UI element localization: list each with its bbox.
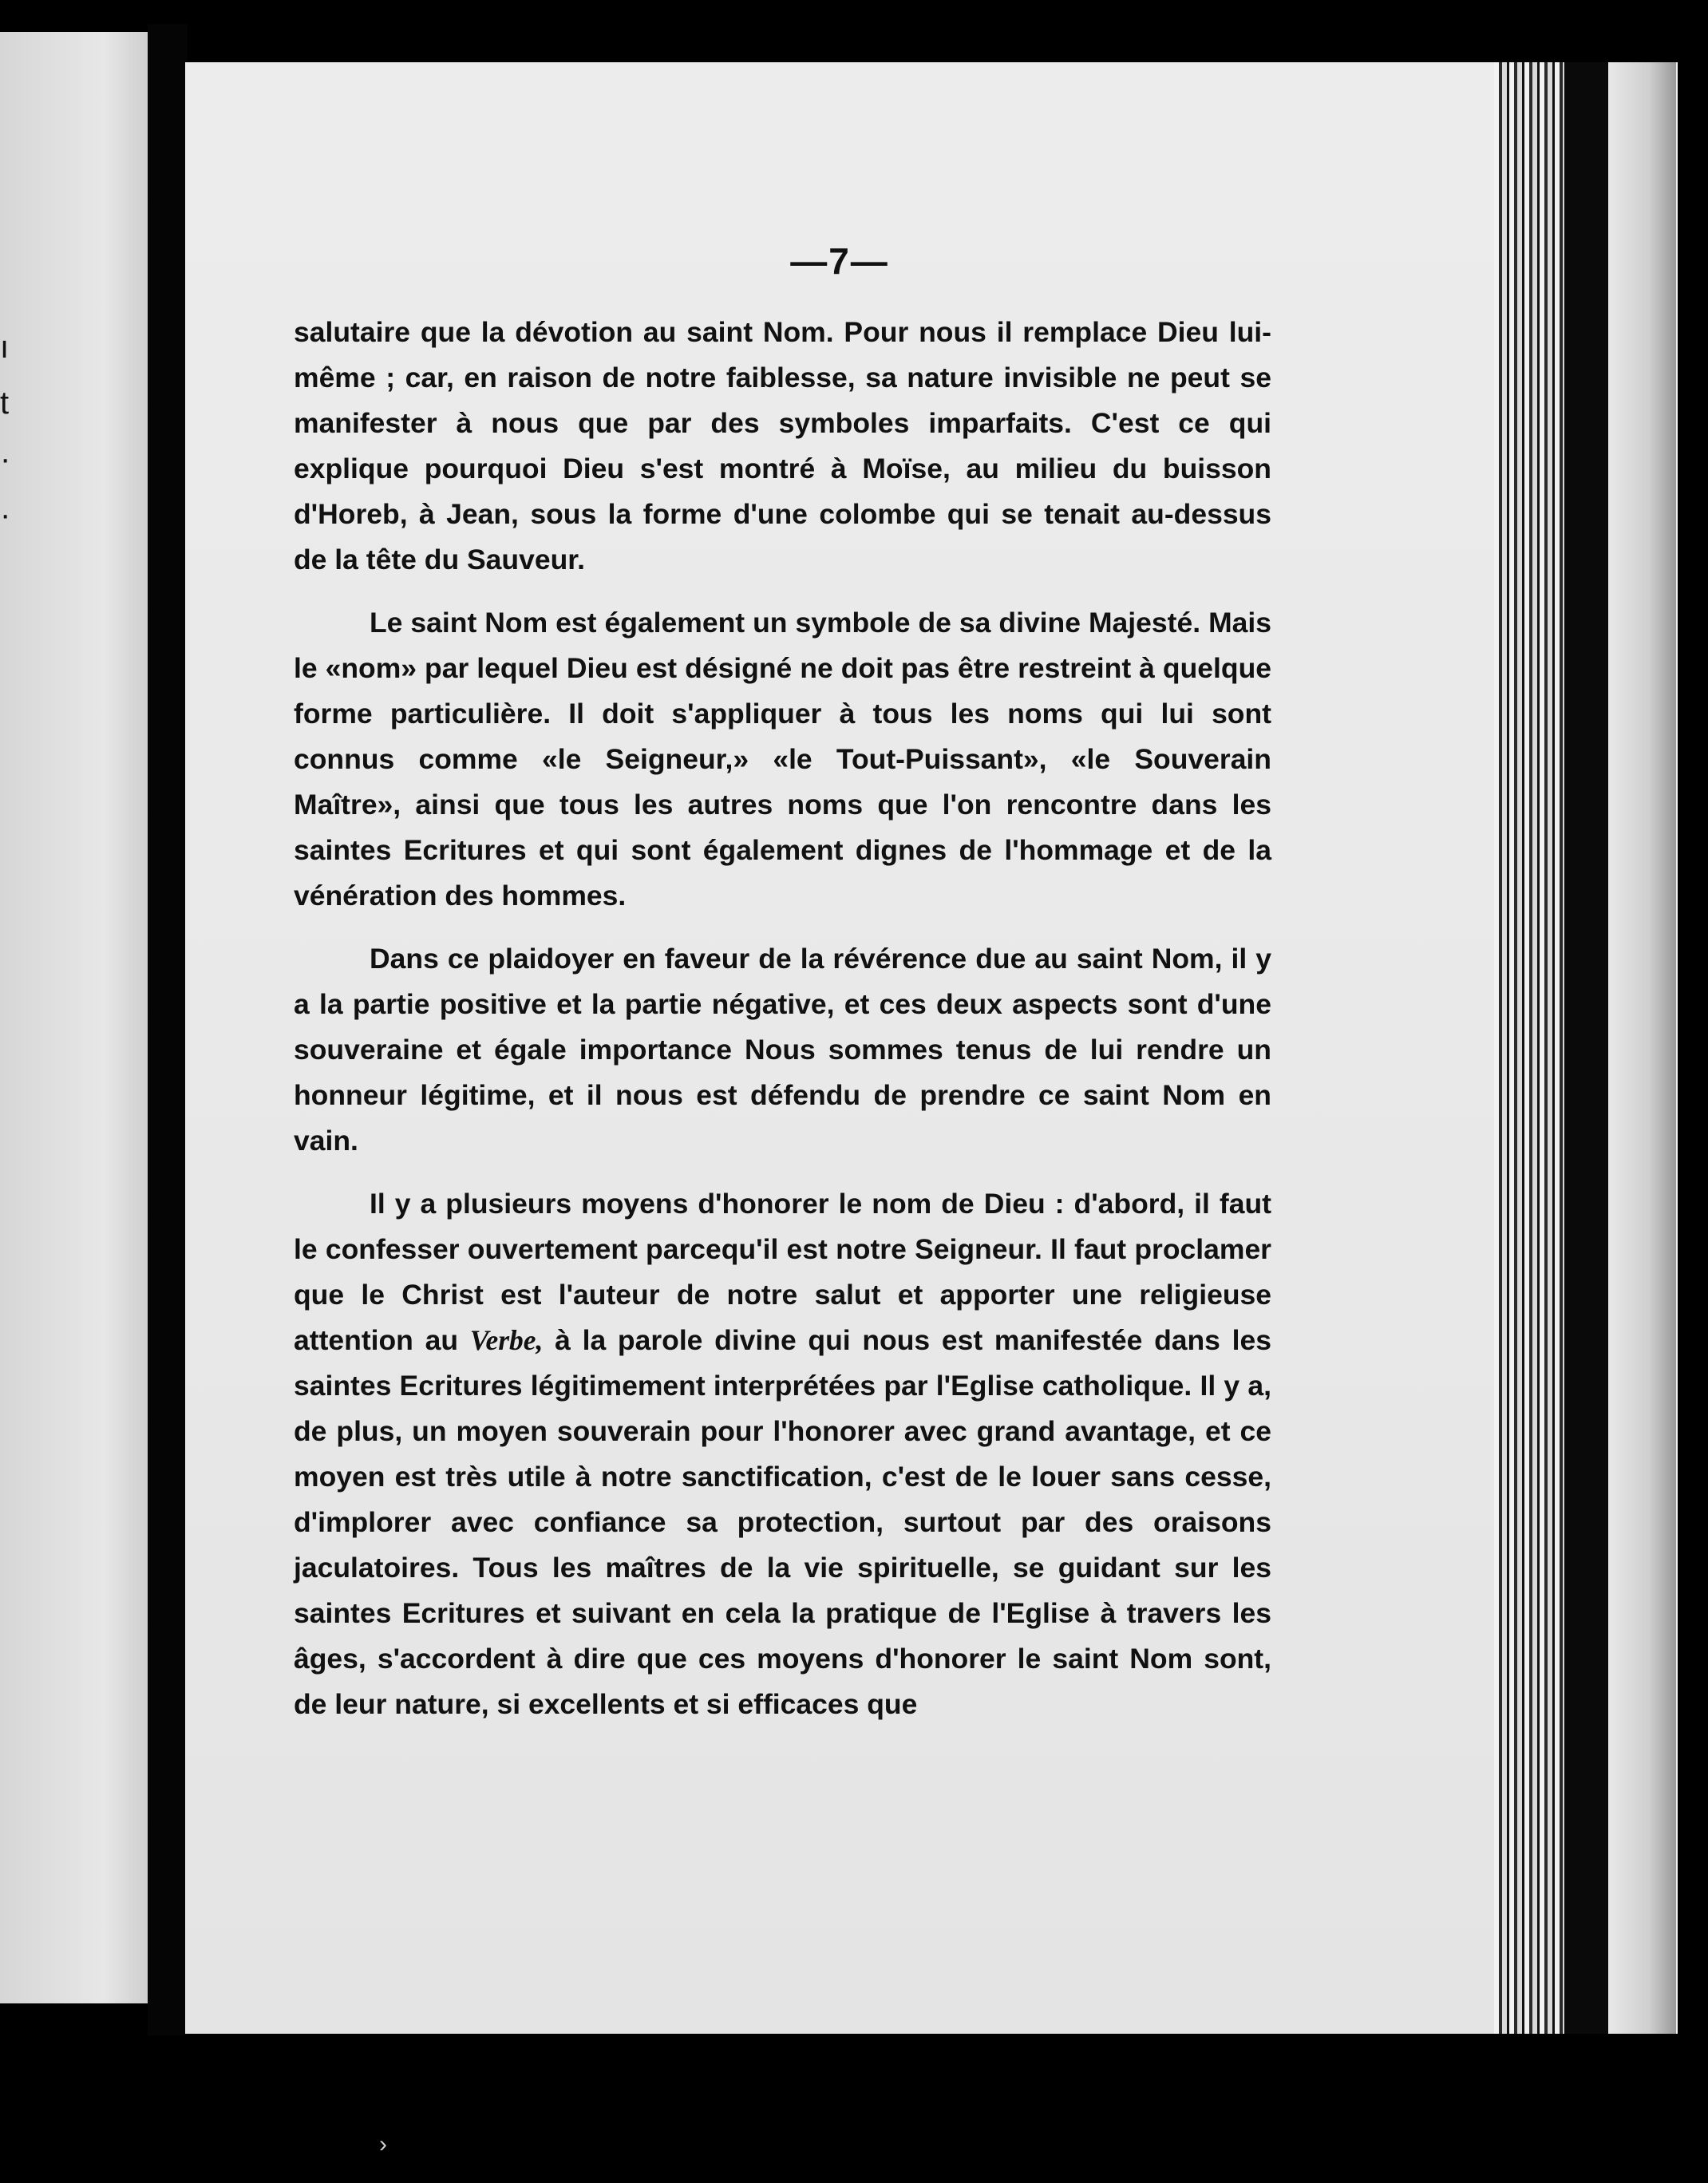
adjacent-mark: · bbox=[0, 441, 11, 477]
adjacent-page-marks bbox=[0, 319, 11, 543]
page-stack-outer-edge bbox=[1608, 62, 1676, 2034]
paragraph-4-part-2: à la parole divine qui nous est manifestée dans les saintes Ecritures légitimement interprétées par l'Eglise catholique. Il y a, de plus, un moyen souverain pour l'honorer avec grand avantage, et ce moyen est très utile à notre sanctification, c'est de le louer sans cesse, d'implorer avec confiance sa protection, surtout par des oraisons jaculatoires. Tous les maîtres de la vie spirituelle, se guidant sur les saintes Ecritures et suivant en cela la pratique de l'Eglise à travers les âges, s'accordent à dire que ces moyens d'honorer le saint Nom sont, de leur nature, si excellents et si efficaces que bbox=[294, 1324, 1271, 1720]
body-text bbox=[294, 310, 1271, 1745]
italic-word-verbe: Verbe, bbox=[469, 1324, 544, 1356]
paragraph-4 bbox=[294, 1181, 1271, 1727]
adjacent-mark: t bbox=[0, 386, 10, 421]
paragraph-2: Le saint Nom est également un symbole de sa divine Majesté. Mais le «nom» par lequel Dieu est désigné ne doit pas être restreint à quelque forme particulière. Il doit s'appliquer à tous les noms qui lui sont connus comme «le Seigneur,» «le Tout-Puissant», «le Souverain Maître», ainsi que tous les autres noms que l'on rencontre dans les saintes Ecritures et qui sont également dignes de l'hommage et de la vénération des hommes. bbox=[294, 607, 1271, 912]
adjacent-mark: · bbox=[0, 497, 11, 532]
paragraph-3: Dans ce plaidoyer en faveur de la révérence due au saint Nom, il y a la partie positive et la partie négative, et ces deux aspects sont d'une souveraine et égale importance Nous sommes tenus de lui rendre un honneur légitime, et il nous est défendu de prendre ce saint Nom en vain. bbox=[294, 943, 1271, 1157]
paragraph-1: salutaire que la dévotion au saint Nom. Pour nous il remplace Dieu lui-même ; car, en raison de notre faiblesse, sa nature invisible ne peut se manifester à nous que par des symboles imparfaits. C'est ce qui explique pourquoi Dieu s'est montré à Moïse, au milieu du buisson d'Horeb, à Jean, sous la forme d'une colombe qui se tenait au-dessus de la tête du Sauveur. bbox=[294, 316, 1271, 575]
page-number: —7— bbox=[790, 240, 889, 282]
page-stack-shadow bbox=[1564, 62, 1608, 2034]
adjacent-mark: ı bbox=[0, 330, 10, 365]
adjacent-page-edge bbox=[0, 32, 148, 2003]
scan-artifact-mark: › bbox=[379, 2131, 387, 2157]
paragraph-4-part-1: Il y a plusieurs moyens d'honorer le nom de Dieu : d'abord, il faut le confesser ouvertement parcequ'il est notre Seigneur. Il faut proclamer que le Christ est l'auteur de notre salut et apporter une religieuse attention au bbox=[294, 1188, 1271, 1356]
book-gutter bbox=[148, 24, 188, 2035]
